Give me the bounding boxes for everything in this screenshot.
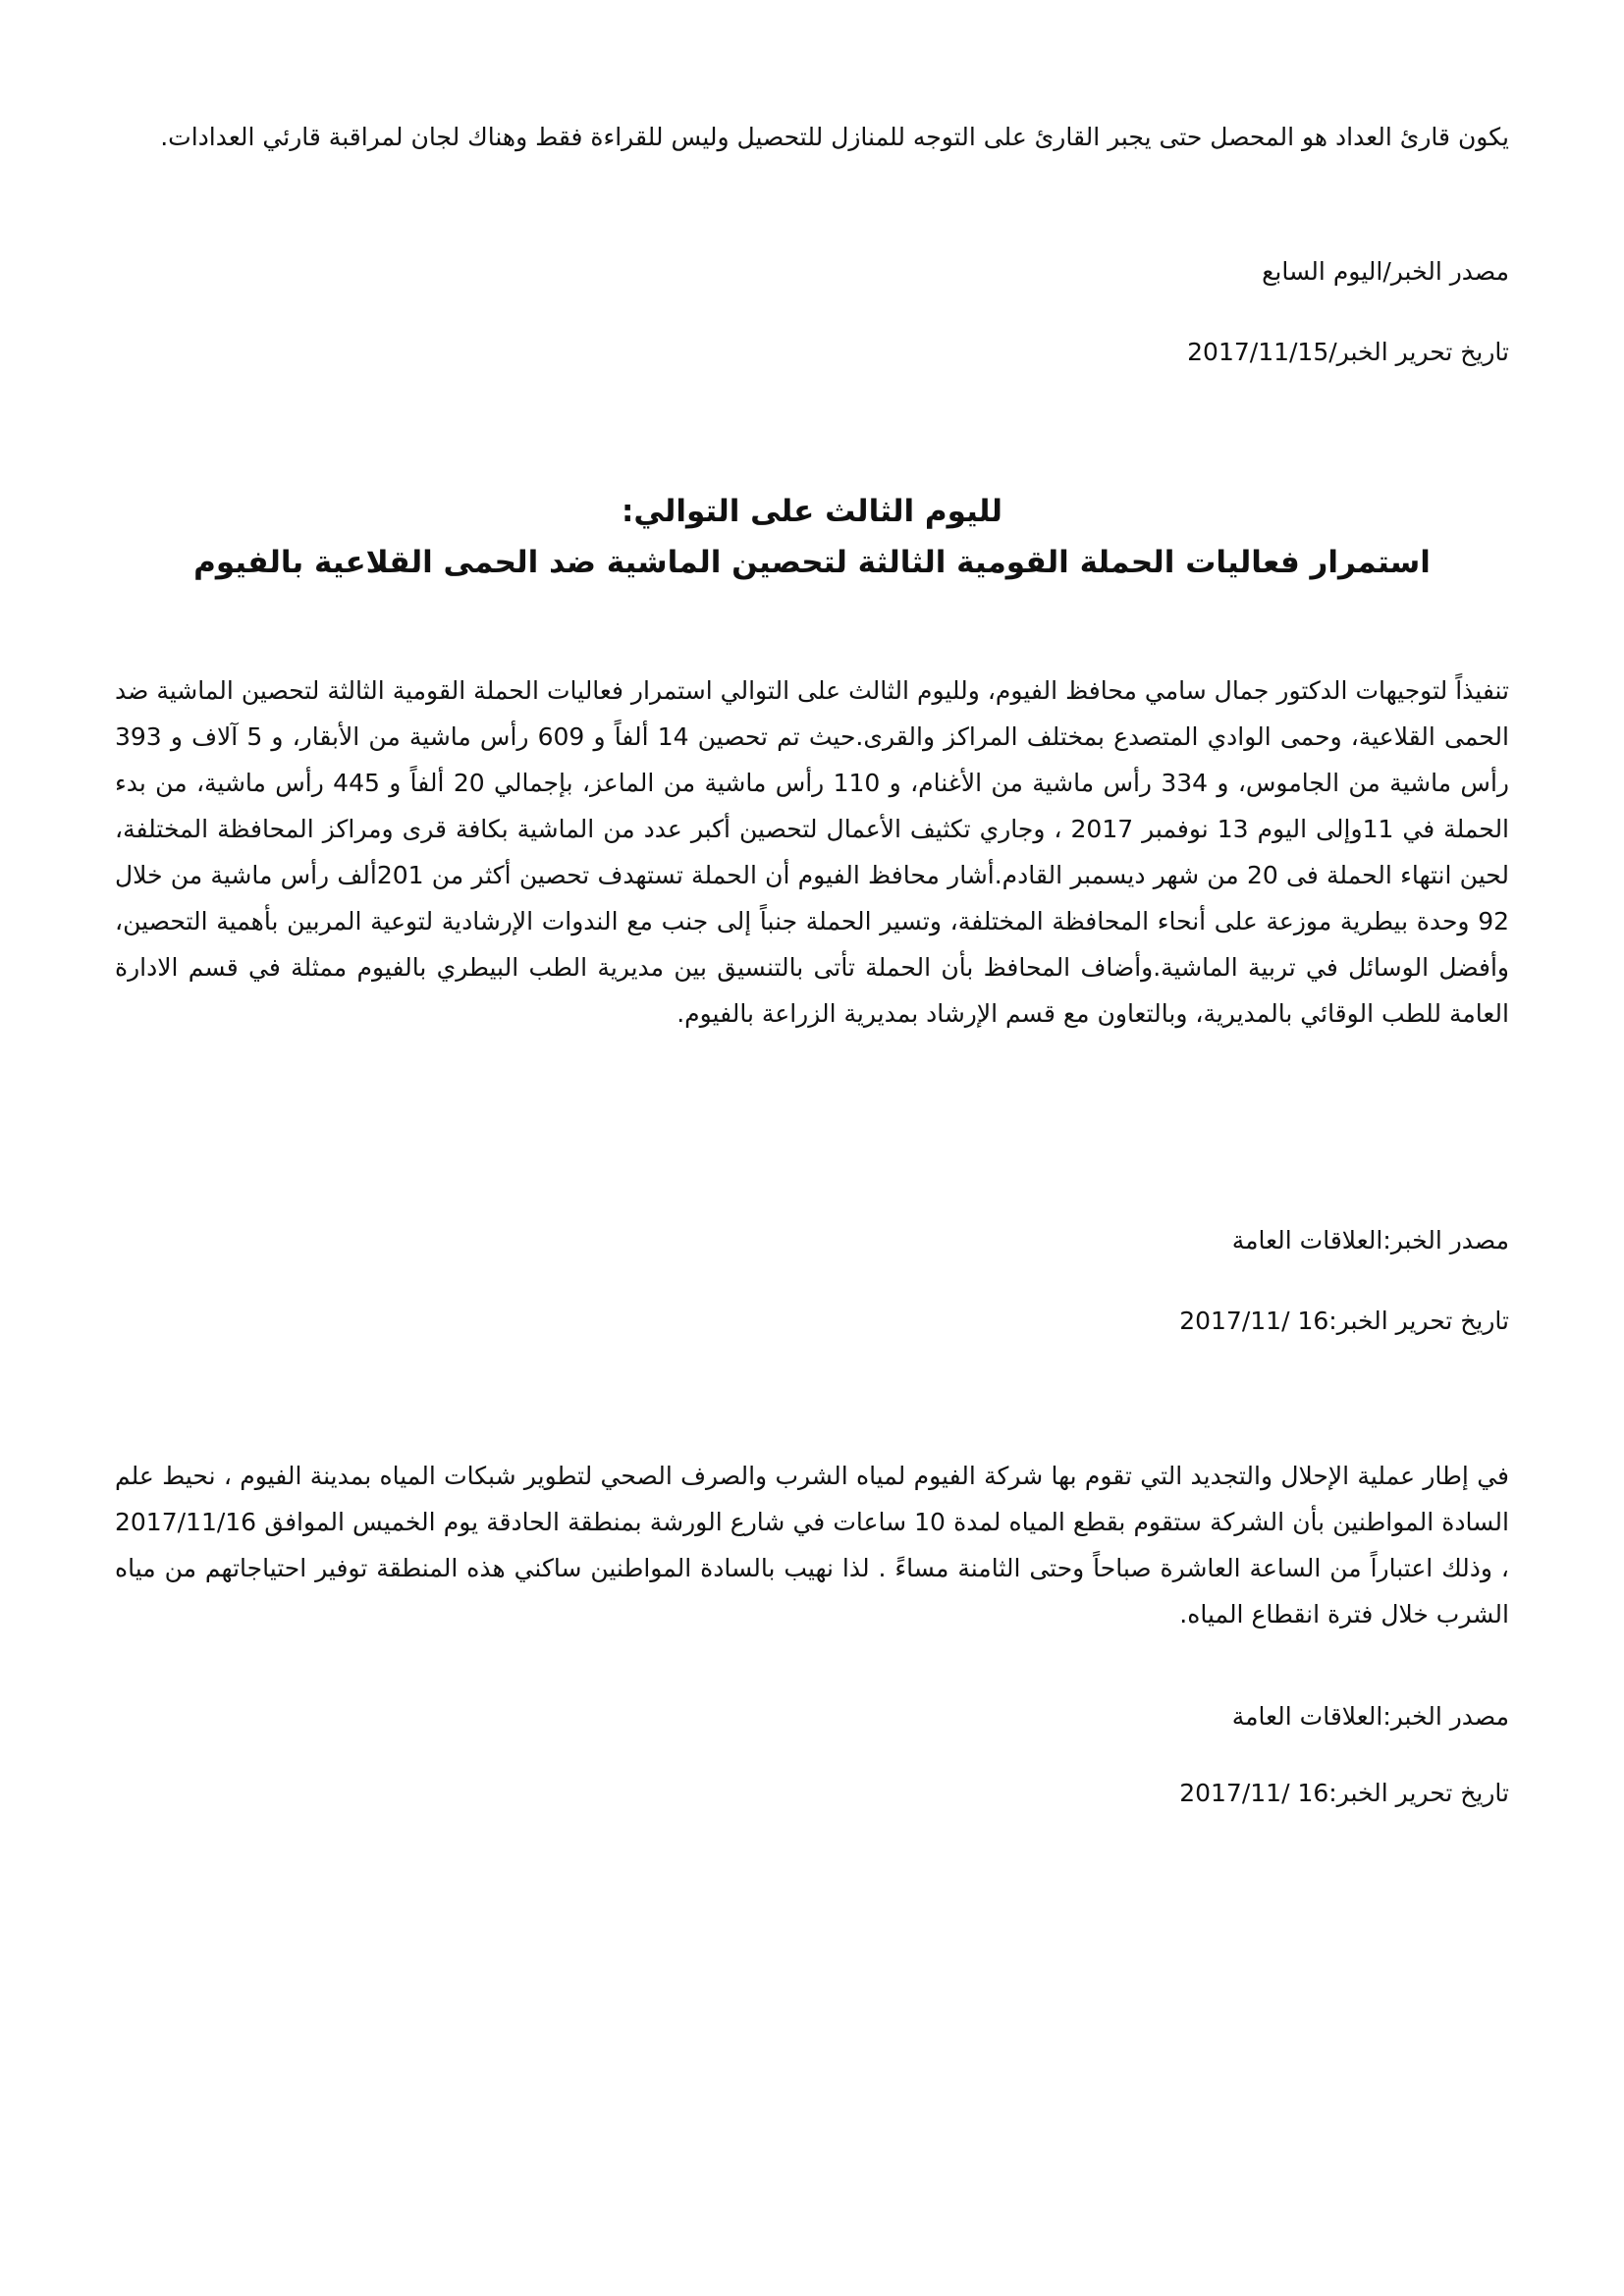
news-item-water-cut [115, 1453, 1509, 1637]
news-date: تاريخ تحرير الخبر:16 /2017/11 [1179, 1779, 1509, 1807]
news-source: مصدر الخبر:العلاقات العامة [1231, 1702, 1509, 1731]
news-item-vaccination-campaign [115, 667, 1509, 1037]
headline-line-1: لليوم الثالث على التوالي: [621, 494, 1003, 529]
headline-line-2: استمرار فعاليات الحملة القومية الثالثة لتحصين الماشية ضد الحمى القلاعية بالفيوم [193, 545, 1431, 580]
news-item-meter-readers [115, 114, 1509, 160]
news-paragraph: تنفيذاً لتوجيهات الدكتور جمال سامي محافظ الفيوم، ولليوم الثالث على التوالي استمرار فعاليات الحملة القومية الثالثة لتحصين الماشية ضد الحمى القلاعية، وحمى الوادي المتصدع بمختلف المراكز والقرى.حيث تم تحصين 14 ألفاً و 609 رأس ماشية من الأبقار، و 5 آلاف و 393 رأس ماشية من الجاموس، و 334 رأس ماشية من الأغنام، و 110 رأس ماشية من الماعز، بإجمالي 20 ألفاً و 445 رأس ماشية، من بدء الحملة في 11وإلى اليوم 13 نوفمبر 2017 ، وجاري تكثيف الأعمال لتحصين أكبر عدد من الماشية بكافة قرى ومراكز المحافظة المختلفة، لحين انتهاء الحملة فى 20 من شهر ديسمبر القادم.أشار محافظ الفيوم أن الحملة تستهدف تحصين أكثر من 201ألف رأس ماشية من خلال 92 وحدة بيطرية موزعة على أنحاء المحافظة المختلفة، وتسير الحملة جنباً إلى جنب مع الندوات الإرشادية لتوعية المربين بأهمية التحصين، وأفضل الوسائل في تربية الماشية.وأضاف المحافظ بأن الحملة تأتى بالتنسيق بين مديرية الطب البيطري بالفيوم ممثلة في قسم الادارة العامة للطب الوقائي بالمديرية، وبالتعاون مع قسم الإرشاد بمديرية الزراعة بالفيوم. [115, 676, 1510, 1028]
news-paragraph: يكون قارئ العداد هو المحصل حتى يجبر القارئ على التوجه للمنازل للتحصيل وليس للقراءة فقط وهناك لجان لمراقبة قارئي العدادات. [160, 123, 1509, 151]
news-headline [115, 486, 1509, 588]
news-date: تاريخ تحرير الخبر/2017/11/15 [1187, 338, 1509, 366]
news-source: مصدر الخبر:العلاقات العامة [1231, 1226, 1509, 1255]
news-date: تاريخ تحرير الخبر:16 /2017/11 [1179, 1307, 1509, 1335]
news-source: مصدر الخبر/اليوم السابع [1262, 257, 1509, 286]
news-paragraph: في إطار عملية الإحلال والتجديد التي تقوم بها شركة الفيوم لمياه الشرب والصرف الصحي لتطوير شبكات المياه بمدينة الفيوم ، نحيط علم السادة المواطنين بأن الشركة ستقوم بقطع المياه لمدة 10 ساعات في شارع الورشة بمنطقة الحادقة يوم الخميس الموافق 2017/11/16 ، وذلك اعتباراً من الساعة العاشرة صباحاً وحتى الثامنة مساءً . لذا نهيب بالسادة المواطنين ساكني هذه المنطقة توفير احتياجاتهم من مياه الشرب خلال فترة انقطاع المياه. [115, 1462, 1509, 1629]
